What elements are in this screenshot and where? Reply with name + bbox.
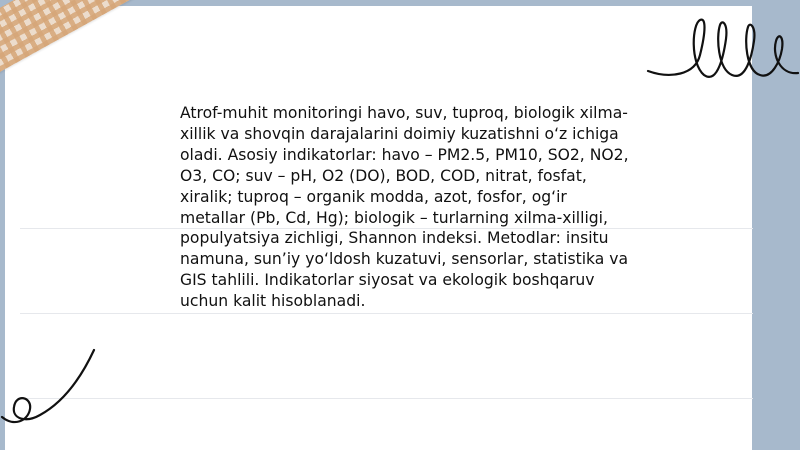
loop-doodle-icon — [640, 15, 800, 85]
ruled-line — [20, 398, 753, 399]
body-text: Atrof-muhit monitoringi havo, suv, tuproq, biologik xilma-xillik va shovqin darajalarini doimiy kuzatishni o‘z ichiga oladi. Asosiy indikatorlar: havo – PM2.5, PM10, SO2, NO2, O3, CO; suv – pH, O2 (DO), BOD, COD, nitrat, fosfat, xiralik; tuproq – organik modda, azot, fosfor, og‘ir metallar (Pb, Cd, Hg); biologik – turlarning xilma-xilligi, populyatsiya zichligi, Shannon indeksi. Metodlar: insitu namuna, sun’iy yo‘ldosh kuzatuvi, sensorlar, statistika va GIS tahlili. Indikatorlar siyosat va ekologik boshqaruv uchun kalit hisoblanadi. — [180, 104, 629, 311]
ruled-line — [20, 313, 753, 314]
curl-doodle-icon — [0, 345, 110, 430]
